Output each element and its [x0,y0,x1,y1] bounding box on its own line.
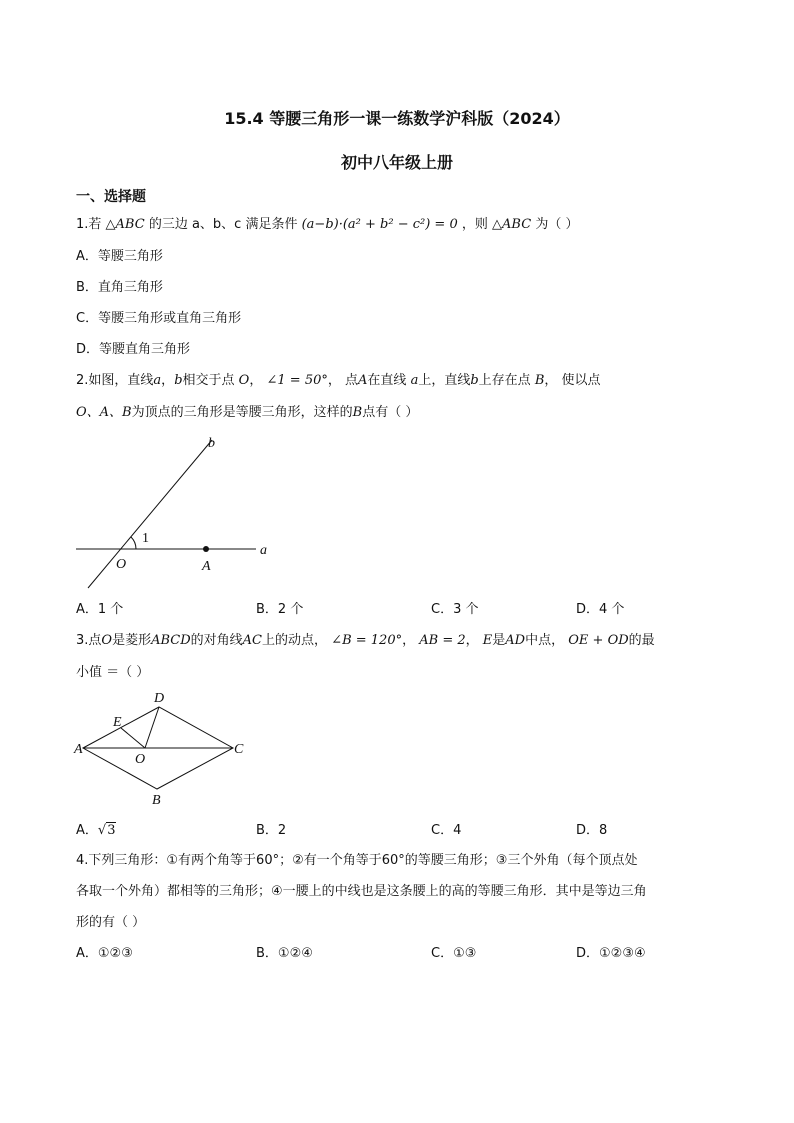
question-4-stem-line1: 4.下列三角形：①有两个角等于60°；②有一个角等于60°的等腰三角形；③三个外角（每个顶点处 [76,853,638,868]
question-3-option-b: B．2 [256,823,287,838]
page-title: 15.4 等腰三角形一课一练数学沪科版（2024） [224,109,570,128]
question-2-stem-line1: 2.如图，直线a，b相交于点 O， ∠1 = 50°， 点A在直线 a上，直线b上存在点 B， 使以点 [76,373,601,388]
question-2-stem-line2: O、A、B为顶点的三角形是等腰三角形，这样的B点有（ ） [76,405,419,420]
question-3-option-c: C．4 [431,823,462,838]
label-B: B [152,793,161,808]
label-D: D [154,691,165,706]
label-b: b [208,436,215,451]
question-3-option-a: A．√3 [76,823,116,838]
label-A: A [202,559,211,574]
question-3-option-d: D．8 [576,823,608,838]
question-3-figure [70,688,260,810]
question-1-option-b: B．直角三角形 [76,280,163,295]
question-4-option-a: A．①②③ [76,946,133,961]
label-A: A [74,742,83,757]
label-E: E [113,715,122,730]
question-4-option-c: C．①③ [431,946,477,961]
label-O: O [116,557,127,572]
question-4-option-d: D．①②③④ [576,946,646,961]
question-2-option-c: C．3 个 [431,602,479,617]
question-3-stem-line1: 3.点O是菱形ABCD的对角线AC上的动点， ∠B = 120°， AB = 2， E是AD中点， OE + OD的最 [76,633,655,648]
label-a: a [260,543,267,558]
question-1-option-c: C．等腰三角形或直角三角形 [76,311,242,326]
segment-oe [121,728,145,748]
line-b [88,440,212,588]
section-heading: 一、选择题 [76,189,146,205]
question-1-option-a: A．等腰三角形 [76,249,163,264]
question-2-option-d: D．4 个 [576,602,625,617]
question-4-option-b: B．①②④ [256,946,313,961]
question-4-stem-line2: 各取一个外角）都相等的三角形；④一腰上的中线也是这条腰上的高的等腰三角形．其中是等边三角 [76,884,647,899]
sqrt-radicand: 3 [107,823,116,838]
page-subtitle: 初中八年级上册 [340,153,453,172]
question-2-figure [70,430,280,595]
question-4-stem-line3: 形的有（ ） [76,915,146,930]
question-3-stem-line2: 小值 ＝（ ） [76,665,150,680]
question-1-stem: 1.若 △ABC 的三边 a、b、c 满足条件 (a−b)·(a² + b² − c²) = 0 ，则 △ABC 为（ ） [76,217,579,232]
label-C: C [234,742,244,757]
angle-1-arc [131,537,136,549]
label-O: O [135,752,146,767]
question-2-option-b: B．2 个 [256,602,304,617]
label-angle-1: 1 [142,531,149,546]
question-1-option-d: D．等腰直角三角形 [76,342,191,357]
point-a-dot [203,546,209,552]
question-2-option-a: A．1 个 [76,602,124,617]
